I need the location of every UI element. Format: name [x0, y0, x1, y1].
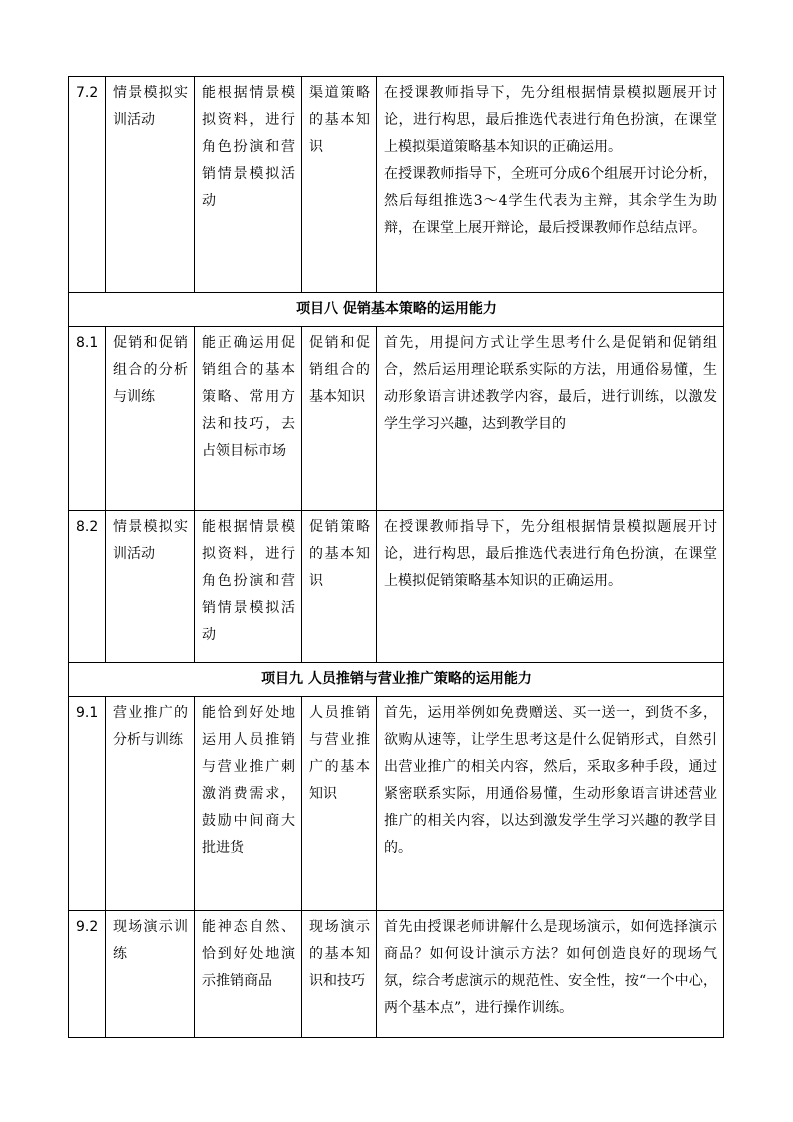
ability-target: 能根据情景模拟资料，进行角色扮演和营销情景模拟活动 — [195, 77, 302, 293]
table-row — [69, 77, 724, 293]
knowledge-target: 渠道策略的基本知识 — [302, 77, 377, 293]
table-row — [69, 511, 724, 663]
item-number: 7.2 — [69, 77, 106, 293]
ability-target: 能恰到好处地运用人员推销与营业推广刺激消费需求，鼓励中间商大批进货 — [195, 697, 302, 911]
section-row — [69, 293, 724, 327]
section-title: 项目九 人员推销与营业推广策略的运用能力 — [69, 663, 724, 697]
teaching-method — [377, 327, 724, 511]
teaching-method — [377, 911, 724, 1038]
teaching-method — [377, 697, 724, 911]
table-row — [69, 697, 724, 911]
knowledge-target: 促销和促销组合的基本知识 — [302, 327, 377, 511]
item-name: 情景模拟实训活动 — [106, 77, 195, 293]
method-paragraph: 在授课教师指导下，先分组根据情景模拟题展开讨论，进行构思，最后推选代表进行角色扮演，在课堂上模拟促销策略基本知识的正确运用。 — [384, 519, 717, 589]
item-number: 9.1 — [69, 697, 106, 911]
item-name: 情景模拟实训活动 — [106, 511, 195, 663]
knowledge-target: 现场演示的基本知识和技巧 — [302, 911, 377, 1038]
method-paragraph: 首先由授课老师讲解什么是现场演示，如何选择演示商品？如何设计演示方法？如何创造良好的现场气氛，综合考虑演示的规范性、安全性，按“一个中心，两个基本点”，进行操作训练。 — [384, 919, 717, 1016]
method-paragraph: 首先，用提问方式让学生思考什么是促销和促销组合，然后运用理论联系实际的方法，用通俗易懂，生动形象语言讲述教学内容，最后，进行训练，以激发学生学习兴趣，达到教学目的 — [384, 335, 717, 432]
method-paragraph: 在授课教师指导下，全班可分成6个组展开讨论分析，然后每组推选3～4学生代表为主辩，其余学生为助辩，在课堂上展开辩论，最后授课教师作总结点评。 — [384, 166, 717, 236]
knowledge-target: 人员推销与营业推广的基本知识 — [302, 697, 377, 911]
method-paragraph: 首先，运用举例如免费赠送、买一送一，到货不多，欲购从速等，让学生思考这是什么促销形式，自然引出营业推广的相关内容，然后，采取多种手段，通过紧密联系实际，用通俗易懂，生动形象语言讲述营业推广的相关内容，以达到激发学生学习兴趣的教学目的。 — [384, 705, 717, 856]
ability-target: 能神态自然、恰到好处地演示推销商品 — [195, 911, 302, 1038]
item-number: 9.2 — [69, 911, 106, 1038]
method-paragraph: 在授课教师指导下，先分组根据情景模拟题展开讨论，进行构思，最后推选代表进行角色扮演，在课堂上模拟渠道策略基本知识的正确运用。 — [384, 85, 717, 155]
item-name: 促销和促销组合的分析与训练 — [106, 327, 195, 511]
table-row — [69, 327, 724, 511]
knowledge-target: 促销策略的基本知识 — [302, 511, 377, 663]
item-name: 现场演示训练 — [106, 911, 195, 1038]
table-row — [69, 911, 724, 1038]
section-row — [69, 663, 724, 697]
ability-target: 能正确运用促销组合的基本策略、常用方法和技巧，去占领目标市场 — [195, 327, 302, 511]
section-title: 项目八 促销基本策略的运用能力 — [69, 293, 724, 327]
ability-target: 能根据情景模拟资料，进行角色扮演和营销情景模拟活动 — [195, 511, 302, 663]
item-name: 营业推广的分析与训练 — [106, 697, 195, 911]
course-plan-table — [68, 76, 724, 1038]
teaching-method — [377, 77, 724, 293]
item-number: 8.2 — [69, 511, 106, 663]
teaching-method — [377, 511, 724, 663]
item-number: 8.1 — [69, 327, 106, 511]
